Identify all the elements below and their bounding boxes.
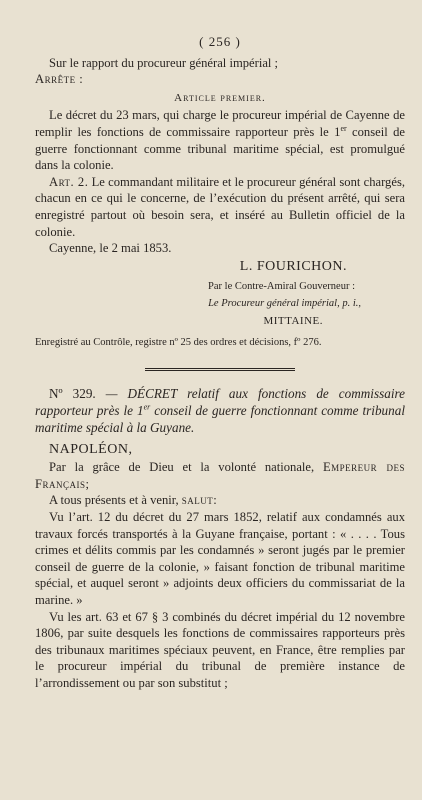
signature-mittaine: MITTAINE. [263,314,323,327]
article-2-text: Le commandant militaire et le procureur général sont chargés, chacun en ce qui le concerne, de l’exécution du présent arrêté, qui sera enregistré partout où besoin sera, et inséré au Bulletin officiel de la colonie. [35,174,405,239]
decree-title [35,385,405,436]
intro-line: Sur le rapport du procureur général impérial ; [49,55,279,70]
decree-title-b: conseil de guerre fonctionnant comme tribunal maritime spécial à la Guyane. [35,402,405,435]
article-2-label: Art. 2. [49,174,89,189]
article-2 [35,174,405,240]
decree-title-a: — DÉCRET relatif aux fonctions de commissaire rapporteur près le 1 [35,385,405,418]
arrete-label-text: Arrête : [35,72,84,87]
section-divider [145,368,295,371]
grace-text-a: Par la grâce de Dieu et la volonté nationale, [49,460,323,475]
par-line: Par le Contre-Amiral Gouverneur : [208,281,355,293]
napoleon-heading: NAPOLÉON, [49,441,133,457]
decree-title-sup: er [143,402,151,412]
article-1-text-a: Le décret du 23 mars, qui charge le procureur impérial de Cayenne de remplir les fonctions de commissaire rapporteur près le 1 [35,108,405,139]
page-number: ( 256 ) [199,34,241,49]
article-1-text-b: conseil de guerre fonctionnant comme tribunal maritime spécial, est promulgué dans la colonie. [35,124,406,173]
procureur-line: Le Procureur général impérial, p. i., [208,297,361,309]
salut-line [35,492,405,509]
registration-line: Enregistré au Contrôle, registre nº 25 des ordres et décisions, fº 276. [35,337,322,349]
article-1 [35,107,405,173]
grace-line [35,459,405,492]
vu-paragraph-1: Vu l’art. 12 du décret du 27 mars 1852, relatif aux condamnés aux travaux forcés transportés à la Guyane française, portant : « . . . . Tous crimes et délits commis par les condamnés » seront jugés par le premier conseil de guerre de la colonie, » faisant fonction de tribunal maritime spécial, et auquel seront » adjoints deux officiers du commissariat de la marine. » [35,510,405,608]
article-1-sup: er [340,123,347,133]
arrete-label [35,71,405,88]
grace-text-b: ; [85,476,90,491]
decree-number: Nº 329. [49,385,96,401]
signature-fourichon: L. FOURICHON. [239,258,347,274]
article-title: Article premier. [174,91,266,104]
salut-text-a: A tous présents et à venir, [49,493,182,508]
grace-title: Empereur des Français [35,460,405,491]
salut-text-b: : [213,493,217,508]
salut-word: salut [181,493,214,508]
date-line: Cayenne, le 2 mai 1853. [49,241,172,256]
vu-paragraph-2: Vu les art. 63 et 67 § 3 combinés du décret impérial du 12 novembre 1806, par suite desquels les fonctions de commissaires rapporteurs près des tribunaux maritimes spéciaux peuvent, en France, être remplies par le procureur impérial du tribunal de première instance de l’arrondissement ou par son substitut ; [35,609,405,690]
